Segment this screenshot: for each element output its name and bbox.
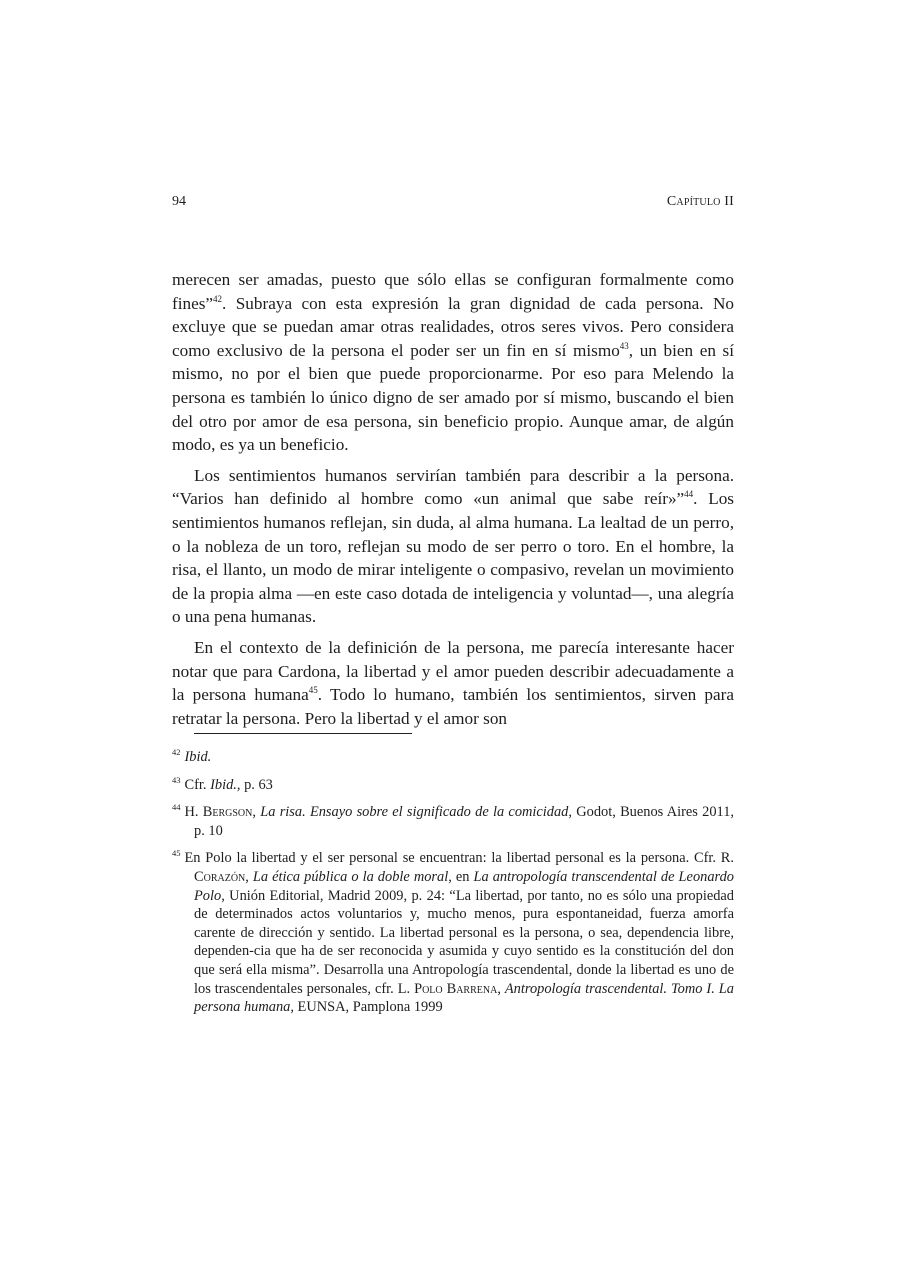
footnote-number: 45 [172,848,181,859]
footnote-45 [172,849,734,1016]
text-run: , [497,980,505,997]
text-run: , EUNSA, Pamplona 1999 [290,999,443,1016]
text-run: merecen ser amadas, puesto que sólo ellas se configuran formalmente como fines” [172,270,734,313]
footnote-number: 42 [172,747,181,757]
text-run: , p. 63 [236,776,273,793]
paragraph-3 [172,636,734,730]
text-run: , un bien en sí mismo, no por el bien que puede proporcionarme. Por eso para Melendo la persona es también lo único digno de ser amado por sí mismo, buscando el bien del otro por amor de esa persona, sin beneficio propio. Aunque amar, de algún modo, es ya un beneficio. [172,340,734,455]
book-title: La ética pública o la doble moral [252,868,449,885]
footnote-ref-title: Ibid. [184,749,212,765]
text-run: En el contexto de la definición de la persona, me parecía interesante hacer notar que para Cardona, la libertad y el amor pueden describir adecuadamente a la persona humana [172,637,734,705]
footnote-ref-43[interactable]: 43 [619,340,629,351]
main-text [172,268,734,730]
text-run: En Polo la libertad y el ser personal se encuentran: la libertad personal es la persona. Cfr. R. [184,850,734,867]
text-run: . Subraya con esta expresión la gran dignidad de cada persona. No excluye que se puedan amar otras realidades, otros seres vivos. Pero considera como exclusivo de la persona el poder ser un fin en sí mismo [172,293,734,360]
text-run: . Los sentimientos humanos reflejan, sin duda, al alma humana. La lealtad de un perro, o la nobleza de un toro, reflejan su modo de ser perro o toro. En el hombre, la risa, el llanto, un modo de mirar inteligente o compasivo, revelan un movimiento de la propia alma —en este caso dotada de inteligencia y voluntad—, una alegría o una pena humanas. [172,489,734,627]
footnote-42 [172,748,734,767]
text-run: H. [184,804,203,821]
footnote-43 [172,776,734,795]
text-run: Los sentimientos humanos servirían también para describir a la persona. “Varios han definido al hombre como «un animal que sabe reír»” [172,465,734,509]
footnote-ref-45[interactable]: 45 [308,685,318,696]
text-run: , Godot, Buenos Aires 2011, p. 10 [194,804,734,839]
chapter-title: Capítulo II [666,194,734,209]
book-title: La antropología transcendental de Leonardo Polo [194,868,734,904]
footnote-ref-title: Ibid. [210,776,237,793]
author-name: Polo Barrena [414,980,498,997]
book-title: La risa. Ensayo sobre el significado de la comicidad [260,804,569,821]
text-run: , Unión Editorial, Madrid 2009, p. 24: “La libertad, por tanto, no es sólo una propiedad de determinados actos voluntarios y, mucho menos, pura espontaneidad, fuerza amorfa carente de dirección y sentido. La libertad personal es la persona, o sea, dependencia libre, dependen-cia que ha de ser reconocida y asumida y cuyo sentido es la constitución del don que será ella misma”. Desarrolla una Antropología trascendental, donde la libertad es uno de los trascendentales personales, cfr. L. [194,887,734,997]
text-run: , [245,868,253,885]
footnote-separator [194,733,412,734]
footnote-number: 44 [172,802,181,813]
paragraph-2 [172,464,734,629]
page-number: 94 [172,194,186,209]
paragraph-1 [172,268,734,457]
author-name: Bergson [202,804,253,821]
footnote-ref-44[interactable]: 44 [684,489,694,500]
text-run: , en [448,868,474,885]
text-run: Cfr. [184,776,211,793]
book-title: Antropología trascendental. Tomo I. La persona humana [194,980,734,1016]
footnotes [172,748,734,1026]
footnote-44 [172,803,734,840]
text-run: . Todo lo humano, también los sentimientos, sirven para retratar la persona. Pero la libertad y el amor son [172,685,734,728]
footnote-number: 43 [172,774,181,785]
footnote-ref-42[interactable]: 42 [213,293,223,304]
text-run: , [252,804,261,821]
author-name: Corazón [194,868,246,885]
